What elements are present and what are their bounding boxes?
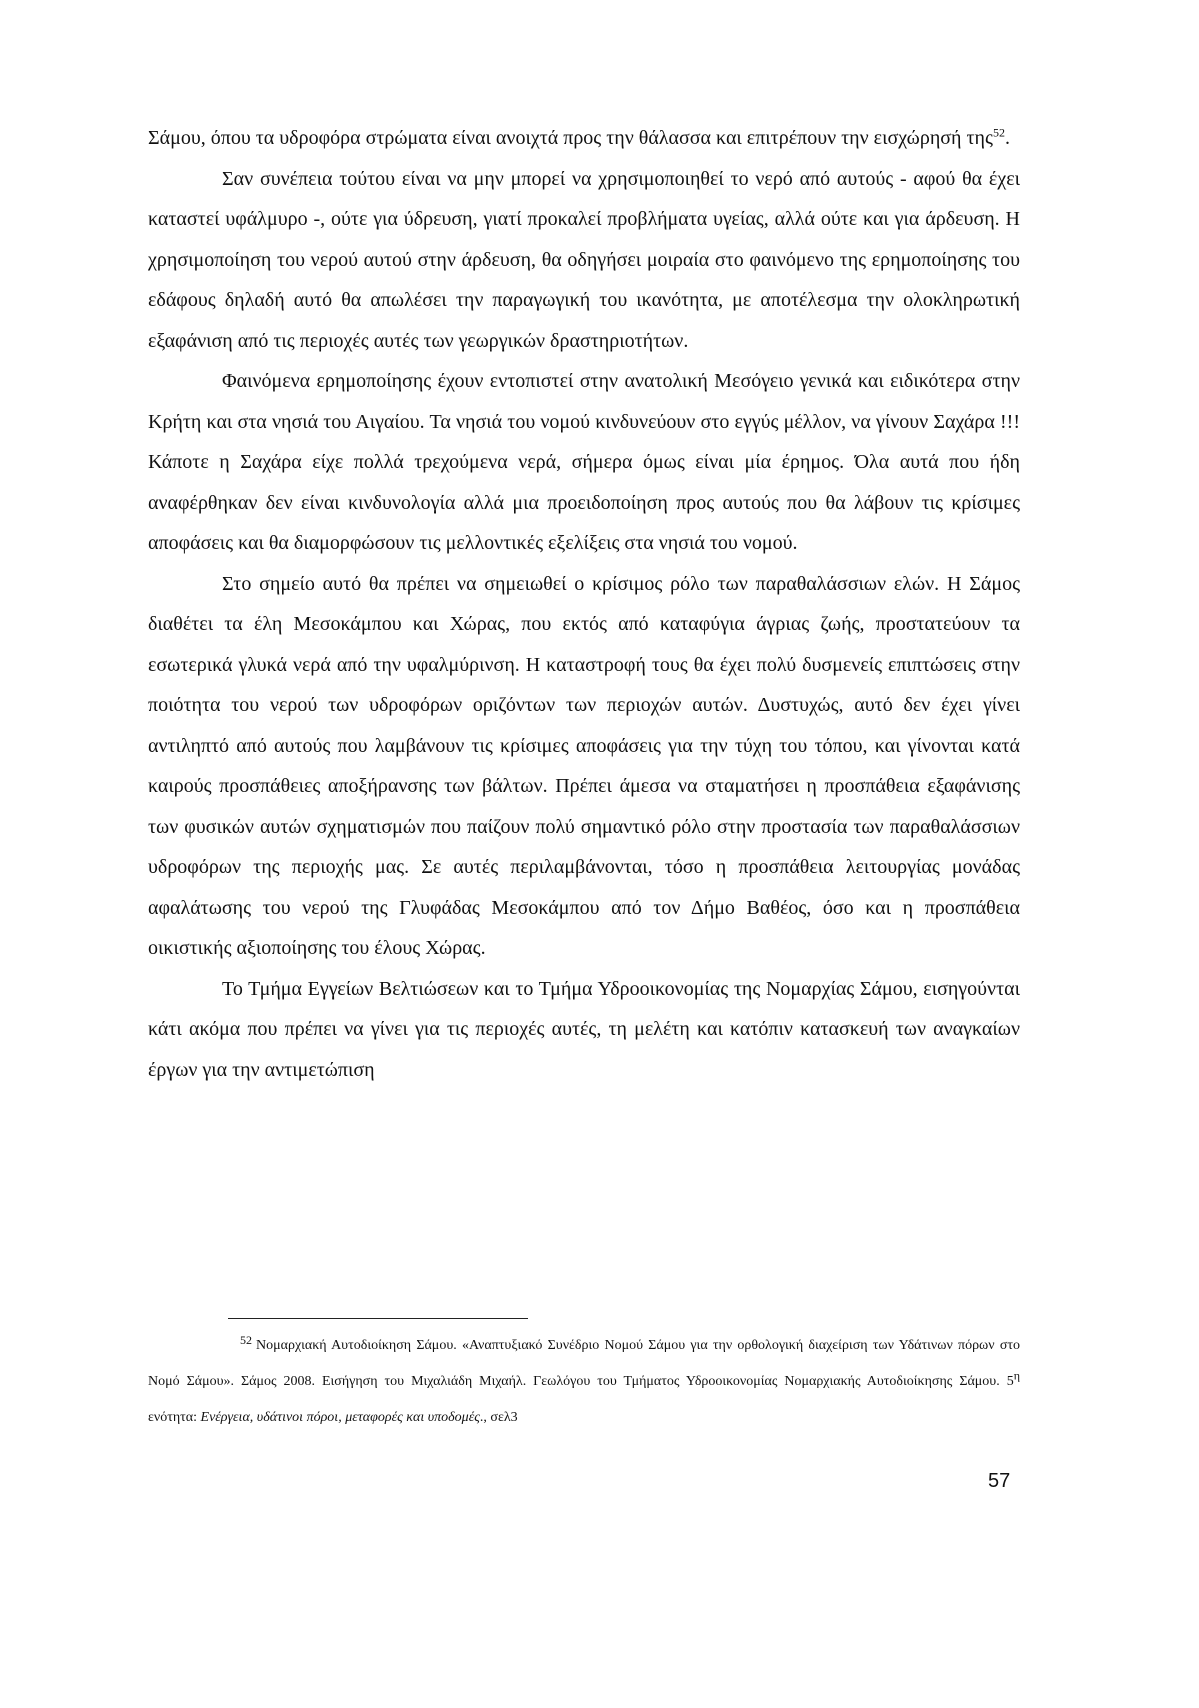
page-body bbox=[148, 118, 1020, 1090]
paragraph-5: Το Τμήμα Εγγείων Βελτιώσεων και το Τμήμα Υδροοικονομίας της Νομαρχίας Σάμου, εισηγούνται κάτι ακόμα που πρέπει να γίνει για τις περιοχές αυτές, τη μελέτη και κατόπιν κατασκευή των αναγκαίων έργων για την αντιμετώπιση bbox=[148, 977, 1020, 1081]
page-number: 57 bbox=[988, 1470, 1011, 1492]
footnote-italic-title: Ενέργεια, υδάτινοι πόροι, μεταφορές και υποδομές bbox=[200, 1410, 480, 1425]
footnote-ref[interactable]: 52 bbox=[992, 125, 1005, 140]
paragraph-4: Στο σημείο αυτό θα πρέπει να σημειωθεί ο κρίσιμος ρόλο των παραθαλάσσιων ελών. Η Σάμος διαθέτει τα έλη Μεσοκάμπου και Χώρας, που εκτός από καταφύγια άγριας ζωής, προστατεύουν τα εσωτερικά γλυκά νερά από την υφαλμύρινση. Η καταστροφή τους θα έχει πολύ δυσμενείς επιπτώσεις στην ποιότητα του νερού των υδροφόρων οριζόντων των περιοχών αυτών. Δυστυχώς, αυτό δεν έχει γίνει αντιληπτό από αυτούς που λαμβάνουν τις κρίσιμες αποφάσεις για την τύχη του τόπου, και γίνονται κατά καιρούς προσπάθειες αποξήρανσης των βάλτων. Πρέπει άμεσα να σταματήσει η προσπάθεια εξαφάνισης των φυσικών αυτών σχηματισμών που παίζουν πολύ σημαντικό ρόλο στην προστασία των παραθαλάσσιων υδροφόρων της περιοχής μας. Σε αυτές περιλαμβάνονται, τόσο η προσπάθεια λειτουργίας μονάδας αφαλάτωσης του νερού της Γλυφάδας Μεσοκάμπου από τον Δήμο Βαθέος, όσο και η προσπάθεια οικιστικής αξιοποίησης του έλους Χώρας. bbox=[148, 572, 1020, 959]
paragraph-1-text: Σάμου, όπου τα υδροφόρα στρώματα είναι ανοιχτά προς την θάλασσα και επιτρέπουν την εισχώρησή της bbox=[148, 127, 993, 149]
footnote-number: 52 bbox=[240, 1333, 252, 1347]
footnote-separator bbox=[228, 1318, 528, 1319]
paragraph-2: Σαν συνέπεια τούτου είναι να μην μπορεί να χρησιμοποιηθεί το νερό από αυτούς - αφού θα έχει καταστεί υφάλμυρο -, ούτε για ύδρευση, γιατί προκαλεί προβλήματα υγείας, αλλά ούτε και για άρδευση. Η χρησιμοποίηση του νερού αυτού στην άρδευση, θα οδηγήσει μοιραία στο φαινόμενο της ερημοποίησης του εδάφους δηλαδή αυτό θα απωλέσει την παραγωγική του ικανότητα, με αποτέλεσμα την ολοκληρωτική εξαφάνιση από τις περιοχές αυτές των γεωργικών δραστηριοτήτων. bbox=[148, 167, 1020, 352]
footnote: 52 Νομαρχιακή Αυτοδιοίκηση Σάμου. «Αναπτυξιακό Συνέδριο Νομού Σάμου για την ορθολογική διαχείριση των Υδάτινων πόρων στο Νομό Σάμου». Σάμος 2008. Εισήγηση του Μιχαλιάδη Μιχαήλ. Γεωλόγου του Τμήματος Υδροοικονομίας Νομαρχιακής Αυτοδιοίκησης Σάμου. $5^\eta$ ενότητα: Ενέργεια, υδάτινοι πόροι, μεταφορές και υποδομές., σελ3 bbox=[148, 1333, 1020, 1425]
footnote-text: Νομαρχιακή Αυτοδιοίκηση Σάμου. «Αναπτυξιακό Συνέδριο Νομού Σάμου για την ορθολογική διαχείριση των Υδάτινων πόρων στο Νομό Σάμου». Σάμος 2008. Εισήγηση του Μιχαλιάδη Μιχαήλ. Γεωλόγου του Τμήματος Υδροοικονομίας Νομαρχιακής Αυτοδιοίκησης Σάμου. 5 bbox=[148, 1338, 1020, 1389]
paragraph-1: Σάμου, όπου τα υδροφόρα στρώματα είναι ανοιχτά προς την θάλασσα και επιτρέπουν την εισχώρησή της$^{52}$. bbox=[148, 125, 1010, 149]
paragraph-3: Φαινόμενα ερημοποίησης έχουν εντοπιστεί στην ανατολική Μεσόγειο γενικά και ειδικότερα στην Κρήτη και στα νησιά του Αιγαίου. Τα νησιά του νομού κινδυνεύουν στο εγγύς μέλλον, να γίνουν Σαχάρα !!! Κάποτε η Σαχάρα είχε πολλά τρεχούμενα νερά, σήμερα όμως είναι μία έρημος. Όλα αυτά που ήδη αναφέρθηκαν δεν είναι κινδυνολογία αλλά μια προειδοποίηση προς αυτούς που θα λάβουν τις κρίσιμες αποφάσεις και θα διαμορφώσουν τις μελλοντικές εξελίξεις στα νησιά του νομού. bbox=[148, 370, 1020, 554]
